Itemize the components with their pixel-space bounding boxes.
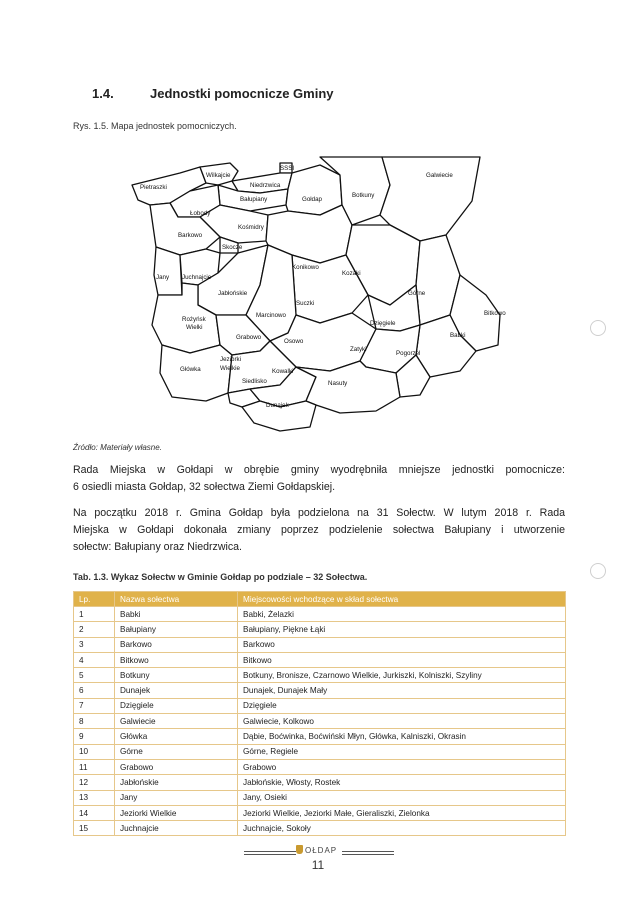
binder-hole-mark (590, 563, 606, 579)
map-label-rozynsk: Rożyńsk (182, 316, 206, 323)
cell-name: Dunajek (115, 683, 238, 698)
crest-icon (296, 845, 303, 854)
table-row (74, 744, 566, 759)
cell-lp: 12 (74, 775, 115, 790)
cell-places: Jabłońskie, Włosty, Rostek (238, 775, 566, 790)
table-row (74, 805, 566, 820)
table-row (74, 790, 566, 805)
cell-places: Grabowo (238, 759, 566, 774)
subdivision-map (120, 145, 506, 435)
cell-places: Botkuny, Bronisze, Czarnowo Wielkie, Jurkiszki, Kolniszki, Szyliny (238, 668, 566, 683)
map-label-konikowo: Konikowo (292, 264, 319, 271)
table-row (74, 698, 566, 713)
table-row (74, 668, 566, 683)
cell-lp: 10 (74, 744, 115, 759)
footer-logo-text: OŁDAP (305, 846, 338, 855)
map-label-kowalki: Kowalki (272, 368, 294, 375)
paragraph-line: 6 osiedli miasta Gołdap, 32 sołectwa Ziemi Gołdapskiej. (73, 481, 336, 493)
cell-places: Bałupiany, Piękne Łąki (238, 622, 566, 637)
map-label-gorne: Górne (408, 290, 426, 297)
table-row (74, 775, 566, 790)
map-label-botkuny: Botkuny (352, 192, 375, 199)
cell-lp: 9 (74, 729, 115, 744)
figure-caption: Rys. 1.5. Mapa jednostek pomocniczych. (73, 121, 237, 131)
cell-lp: 11 (74, 759, 115, 774)
cell-name: Galwiecie (115, 714, 238, 729)
cell-places: Galwiecie, Kolkowo (238, 714, 566, 729)
cell-lp: 1 (74, 607, 115, 622)
cell-lp: 8 (74, 714, 115, 729)
cell-lp: 15 (74, 821, 115, 836)
map-label-niedrzwica: Niedrzwica (250, 182, 281, 189)
cell-lp: 5 (74, 668, 115, 683)
map-label-wilkasy: Wilkajcie (206, 172, 231, 179)
cell-lp: 7 (74, 698, 115, 713)
cell-places: Barkowo (238, 637, 566, 652)
footer-rule-left (244, 851, 296, 855)
cell-name: Górne (115, 744, 238, 759)
map-label-kozaki: Kozaki (342, 270, 361, 277)
column-header-places: Miejscowości wchodzące w skład sołectwa (238, 592, 566, 607)
table-caption: Tab. 1.3. Wykaz Sołectw w Gminie Gołdap po podziale – 32 Sołectwa. (73, 572, 368, 582)
map-label-juchnajcie: Juchnajcie (182, 274, 212, 281)
map-label-wielkie: Wielkie (220, 365, 240, 372)
map-label-jany: Jany (156, 274, 170, 281)
table-row (74, 714, 566, 729)
cell-places: Jany, Osieki (238, 790, 566, 805)
cell-name: Botkuny (115, 668, 238, 683)
table-row (74, 821, 566, 836)
map-label-glowka: Główka (180, 366, 201, 373)
map-region-jany (154, 247, 182, 295)
map-region-glowka (160, 345, 232, 401)
map-label-wielki: Wielki (186, 324, 203, 331)
figure-source: Źródło: Materiały własne. (73, 443, 162, 452)
map-label-jeziorki: Jeziorki (220, 356, 241, 363)
map-label-skocze: Skocze (222, 244, 243, 251)
cell-places: Dunajek, Dunajek Mały (238, 683, 566, 698)
cell-name: Grabowo (115, 759, 238, 774)
paragraph-line: sołectw: Bałupiany oraz Niedrzwica. (73, 541, 242, 553)
map-label-pogorzel: Pogorzel (396, 350, 421, 357)
cell-name: Juchnajcie (115, 821, 238, 836)
map-label-bitkowo: Bitkowo (484, 310, 506, 317)
map-label-osowo: Osowo (284, 338, 304, 345)
footer-logo (296, 845, 337, 855)
cell-places: Jeziorki Wielkie, Jeziorki Małe, Gieraliszki, Zielonka (238, 805, 566, 820)
table-body (74, 607, 566, 836)
table-row (74, 759, 566, 774)
map-label-siedlisko: Siedlisko (242, 378, 267, 385)
table-row (74, 652, 566, 667)
section-heading (92, 86, 334, 101)
table-header-row (74, 592, 566, 607)
table-row (74, 683, 566, 698)
map-label-marcinowo: Marcinowo (256, 312, 286, 319)
map-label-jablonskie: Jabłońskie (218, 290, 248, 297)
cell-places: Dąbie, Boćwinka, Boćwiński Młyn, Główka, Kalniszki, Okrasin (238, 729, 566, 744)
footer-rule-right (342, 851, 394, 855)
cell-places: Juchnajcie, Sokoły (238, 821, 566, 836)
map-label-kosmidry: Kośmidry (238, 224, 264, 231)
map-label-goldap: Gołdap (302, 196, 322, 203)
cell-name: Jany (115, 790, 238, 805)
map-label-dunajek: Dunajek (266, 402, 289, 409)
cell-name: Jeziorki Wielkie (115, 805, 238, 820)
cell-places: Górne, Regiele (238, 744, 566, 759)
cell-lp: 13 (74, 790, 115, 805)
table-row (74, 607, 566, 622)
map-label-pietraszki: Pietraszki (140, 184, 167, 191)
cell-name: Babki (115, 607, 238, 622)
cell-name: Jabłońskie (115, 775, 238, 790)
section-number: 1.4. (92, 86, 114, 101)
map-label-suczki: Suczki (296, 300, 315, 307)
binder-hole-mark (590, 320, 606, 336)
solectwa-table (73, 591, 566, 836)
map-label-golwiecie: Galwiecie (426, 172, 453, 179)
paragraph-units (73, 462, 565, 496)
map-label-zatyki: Zatyki (350, 346, 367, 353)
cell-places: Bitkowo (238, 652, 566, 667)
map-label-lobody: Łobody (190, 210, 211, 217)
map-label-balupiany: Bałupiany (240, 196, 268, 203)
paragraph-changes (73, 505, 565, 556)
map-label-dzingiele: Dzięgiele (370, 320, 396, 327)
map-region-goldap (286, 165, 342, 215)
cell-name: Barkowo (115, 637, 238, 652)
cell-lp: 4 (74, 652, 115, 667)
map-label-rssi: SSSI (280, 165, 295, 172)
table-row (74, 622, 566, 637)
map-label-nasuty: Nasuty (328, 380, 348, 387)
section-title: Jednostki pomocnicze Gminy (150, 86, 334, 101)
cell-lp: 2 (74, 622, 115, 637)
map-label-barkowo: Barkowo (178, 232, 203, 239)
cell-places: Dzięgiele (238, 698, 566, 713)
paragraph-line: Rada Miejska w Gołdapi w obrębie gminy wyodrębniła mniejsze jednostki pomocnicze: (73, 464, 565, 476)
table-row (74, 637, 566, 652)
cell-name: Dzięgiele (115, 698, 238, 713)
table-row (74, 729, 566, 744)
cell-lp: 3 (74, 637, 115, 652)
cell-lp: 14 (74, 805, 115, 820)
column-header-lp: Lp. (74, 592, 115, 607)
cell-name: Bałupiany (115, 622, 238, 637)
cell-name: Bitkowo (115, 652, 238, 667)
column-header-name: Nazwa sołectwa (115, 592, 238, 607)
cell-places: Babki, Żelazki (238, 607, 566, 622)
map-label-grabowo: Grabowo (236, 334, 262, 341)
paragraph-line: Miejska w Gołdapi dokonała zmiany poprzez podzielenie sołectwa Bałupiany i utworzenie (73, 524, 565, 536)
paragraph-line: Na początku 2018 r. Gmina Gołdap była podzielona na 31 Sołectw. W lutym 2018 r. Rada (73, 507, 565, 519)
map-label-babki: Babki (450, 332, 466, 339)
cell-name: Główka (115, 729, 238, 744)
page-number: 11 (311, 858, 325, 872)
cell-lp: 6 (74, 683, 115, 698)
